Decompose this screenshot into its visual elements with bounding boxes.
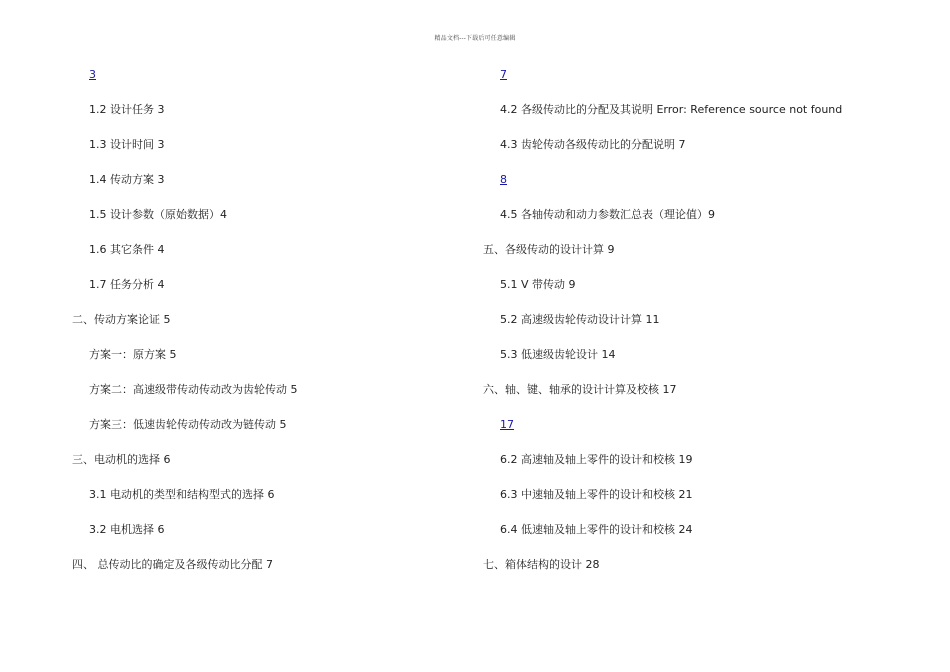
toc-entry[interactable]: 4.5 各轴传动和动力参数汇总表（理论值）9: [500, 208, 715, 221]
toc-entry[interactable]: 方案三：低速齿轮传动传动改为链传动 5: [89, 418, 287, 431]
toc-entry[interactable]: 1.3 设计时间 3: [89, 138, 165, 151]
toc-entry[interactable]: 5.1 V 带传动 9: [500, 278, 576, 291]
toc-entry[interactable]: 3.2 电机选择 6: [89, 523, 165, 536]
toc-entry[interactable]: 5.2 高速级齿轮传动设计计算 11: [500, 313, 660, 326]
toc-entry[interactable]: 4.2 各级传动比的分配及其说明 Error: Reference source not found: [500, 103, 843, 116]
toc-entry[interactable]: 1.2 设计任务 3: [89, 103, 165, 116]
toc-entry[interactable]: 1.6 其它条件 4: [89, 243, 165, 256]
toc-entry[interactable]: 5.3 低速级齿轮设计 14: [500, 348, 616, 361]
toc-chapter-entry[interactable]: 七、箱体结构的设计 28: [483, 558, 600, 571]
toc-entry[interactable]: [483, 418, 842, 453]
toc-chapter-entry[interactable]: 二、传动方案论证 5: [72, 313, 171, 326]
toc-entry[interactable]: 1.5 设计参数（原始数据）4: [89, 208, 227, 221]
toc-chapter-entry[interactable]: 三、电动机的选择 6: [72, 453, 171, 466]
toc-link[interactable]: 3: [89, 68, 96, 81]
toc-entry[interactable]: 6.4 低速轴及轴上零件的设计和校核 24: [500, 523, 693, 536]
toc-chapter-entry[interactable]: 四、 总传动比的确定及各级传动比分配 7: [72, 558, 273, 571]
toc-chapter-entry[interactable]: 五、各级传动的设计计算 9: [483, 243, 615, 256]
toc-left-column: [72, 68, 298, 593]
toc-entry[interactable]: [483, 173, 842, 208]
toc-entry[interactable]: 方案一：原方案 5: [89, 348, 177, 361]
toc-chapter-entry[interactable]: 六、轴、键、轴承的设计计算及校核 17: [483, 383, 677, 396]
toc-entry[interactable]: 3.1 电动机的类型和结构型式的选择 6: [89, 488, 275, 501]
toc-entry[interactable]: 1.4 传动方案 3: [89, 173, 165, 186]
toc-right-column: [483, 68, 842, 593]
toc-link[interactable]: 7: [500, 68, 507, 81]
toc-link[interactable]: 17: [500, 418, 514, 431]
page-header: 精品文档---下载后可任意编辑: [434, 35, 516, 42]
toc-link[interactable]: 8: [500, 173, 507, 186]
toc-entry[interactable]: 1.7 任务分析 4: [89, 278, 165, 291]
toc-entry[interactable]: [483, 68, 842, 103]
toc-entry[interactable]: 4.3 齿轮传动各级传动比的分配说明 7: [500, 138, 686, 151]
toc-entry[interactable]: [72, 68, 298, 103]
toc-entry[interactable]: 方案二：高速级带传动传动改为齿轮传动 5: [89, 383, 298, 396]
toc-entry[interactable]: 6.2 高速轴及轴上零件的设计和校核 19: [500, 453, 693, 466]
toc-entry[interactable]: 6.3 中速轴及轴上零件的设计和校核 21: [500, 488, 693, 501]
